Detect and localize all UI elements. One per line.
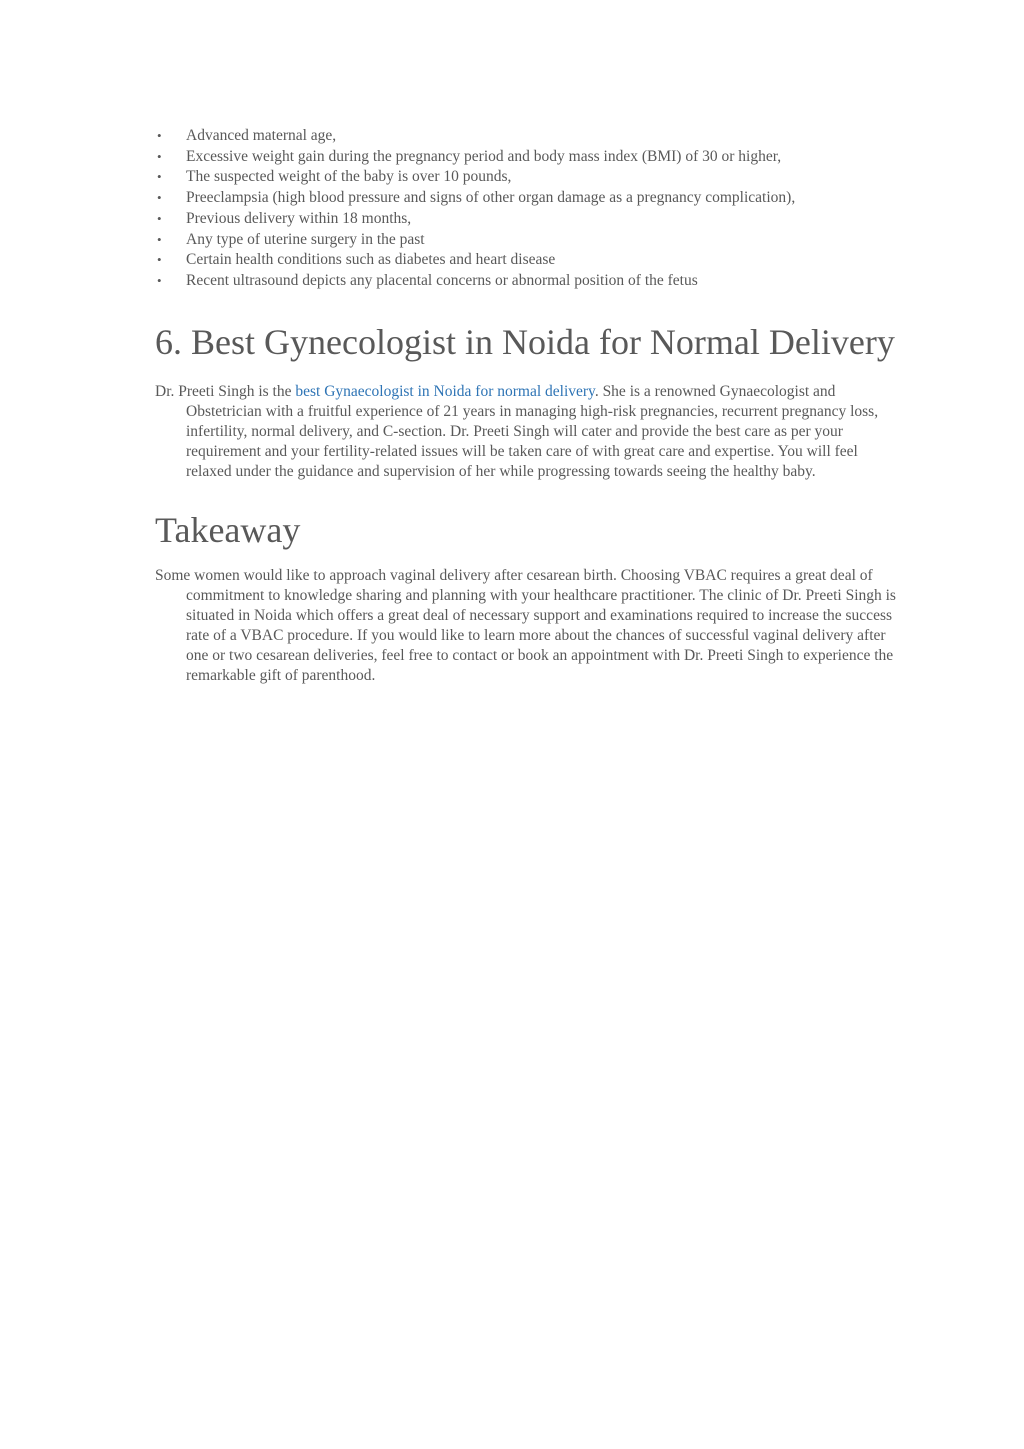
risk-factor-list [155,126,900,292]
paragraph-text: . She is a renowned Gynaecologist and Obstetrician with a fruitful experience of 21 years in managing high-risk pregnancies, recurrent pregnancy loss, infertility, normal delivery, and C-section. Dr. Preeti Singh will cater and provide the best care as per your requirement and your fertility-related issues will be taken care of with great care and expertise. You will feel relaxed under the guidance and supervision of her while progressing towards seeing the healthy baby. [186,382,879,480]
document-page [155,126,900,686]
bullet-icon: • [157,252,162,268]
bullet-icon: • [157,272,162,288]
list-item: • Excessive weight gain during the pregnancy period and body mass index (BMI) of 30 or higher, [155,147,900,168]
list-item: • Any type of uterine surgery in the past [155,230,900,251]
list-item: • Recent ultrasound depicts any placental concerns or abnormal position of the fetus [155,271,900,292]
bullet-icon: • [157,128,162,143]
list-item: • The suspected weight of the baby is over 10 pounds, [155,167,900,188]
bullet-icon: • [157,210,162,226]
takeaway-paragraph: Some women would like to approach vaginal delivery after cesarean birth. Choosing VBAC requires a great deal of commitment to knowledge sharing and planning with your healthcare practitioner. The clinic of Dr. Preeti Singh is situated in Noida which offers a great deal of necessary support and examinations required to increase the success rate of a VBAC procedure. If you would like to learn more about the chances of successful vaginal delivery after one or two cesarean deliveries, feel free to contact or book an appointment with Dr. Preeti Singh to experience the remarkable gift of parenthood. [155,566,896,684]
takeaway-heading: Takeaway [155,509,301,550]
bullet-icon: • [157,148,162,164]
section-heading-best-gynecologist: 6. Best Gynecologist in Noida for Normal Delivery [155,321,895,362]
list-item: • Certain health conditions such as diabetes and heart disease [155,250,900,271]
list-item: • Previous delivery within 18 months, [155,209,900,230]
bullet-icon: • [157,231,162,247]
list-item: • Preeclampsia (high blood pressure and signs of other organ damage as a pregnancy complication), [155,188,900,209]
list-item: • Advanced maternal age, [155,126,900,147]
bullet-icon: • [157,190,162,206]
doctor-intro-paragraph [155,382,900,482]
best-gynaecologist-link[interactable]: best Gynaecologist in Noida for normal delivery [295,382,595,400]
paragraph-text: Dr. Preeti Singh is the [155,382,296,400]
bullet-icon: • [157,169,162,185]
